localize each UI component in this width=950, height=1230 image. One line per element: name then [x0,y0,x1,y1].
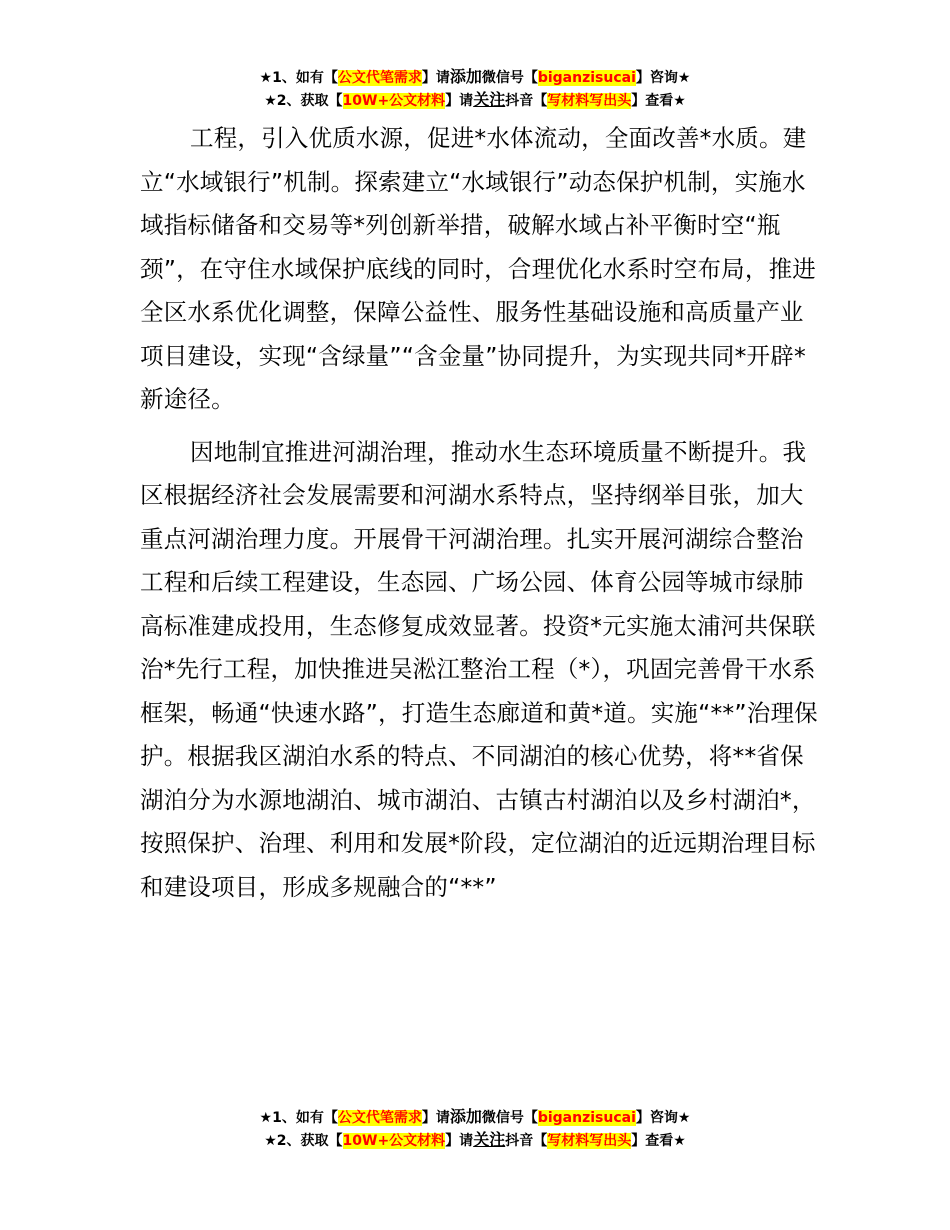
footer-highlight-douyin-id: 写材料写出头 [547,1133,632,1149]
footer-highlight-ghostwriting: 公文代笔需求 [337,1110,422,1126]
header-highlight-wechat-id: biganzisucai [537,70,636,86]
paragraph-1: 工程，引入优质水源，促进*水体流动，全面改善*水质。建立“水域银行”机制。探索建立“水域银行”动态保护机制，实施水域指标储备和交易等*列创新举措，破解水域占补平衡时空“瓶颈”，在守住水域保护底线的同时，合理优化水系时空布局，推进全区水系优化调整，保障公益性、服务性基础设施和高质量产业项目建设，实现“含绿量”“含金量”协同提升，为实现共同*开辟*新途径。 [140,124,816,413]
header-banner [0,66,950,112]
footer-line2-prefix: ★2、获取【 [264,1133,343,1149]
footer-line-1 [0,1106,950,1129]
footer-line1-suffix: 】咨询★ [635,1110,691,1126]
footer-line1-prefix: ★1、如有【 [259,1110,338,1126]
header-line2-suffix: 】查看★ [631,93,686,109]
header-line1-mid: 】请 [421,70,450,86]
header-line-1 [0,66,950,89]
footer-line2-mid: 】请 [445,1133,474,1149]
header-line1-add: 添加 [449,67,482,86]
header-line1-wechat: 微信号【 [481,70,538,86]
footer-line2-follow: 关注 [473,1130,506,1149]
header-line2-follow: 关注 [473,90,506,109]
footer-line1-wechat: 微信号【 [481,1110,538,1126]
footer-line2-suffix: 】查看★ [631,1133,686,1149]
header-line2-prefix: ★2、获取【 [264,93,343,109]
header-line1-prefix: ★1、如有【 [259,70,338,86]
header-line2-douyin: 抖音【 [505,93,548,109]
footer-line1-mid: 】请 [421,1110,450,1126]
header-highlight-materials: 10W+公文材料 [342,93,446,109]
header-highlight-douyin-id: 写材料写出头 [547,93,632,109]
footer-highlight-materials: 10W+公文材料 [342,1133,446,1149]
header-highlight-ghostwriting: 公文代笔需求 [337,70,422,86]
document-body [140,117,820,909]
header-line2-mid: 】请 [445,93,474,109]
footer-line1-add: 添加 [449,1107,482,1126]
footer-line-2 [0,1129,950,1152]
footer-highlight-wechat-id: biganzisucai [537,1110,636,1126]
footer-banner [0,1106,950,1152]
paragraph-2: 因地制宜推进河湖治理，推动水生态环境质量不断提升。我区根据经济社会发展需要和河湖水系特点，坚持纲举目张，加大重点河湖治理力度。开展骨干河湖治理。扎实开展河湖综合整治工程和后续工程建设，生态园、广场公园、体育公园等城市绿肺高标准建成投用，生态修复成效显著。投资*元实施太浦河共保联治*先行工程，加快推进吴淞江整治工程（*），巩固完善骨干水系框架，畅通“快速水路”，打造生态廊道和黄*道。实施“**”治理保护。根据我区湖泊水系的特点、不同湖泊的核心优势，将**省保湖泊分为水源地湖泊、城市湖泊、古镇古村湖泊以及乡村湖泊*，按照保护、治理、利用和发展*阶段，定位湖泊的近远期治理目标和建设项目，形成多规融合的“**” [140,437,818,901]
footer-line2-douyin: 抖音【 [505,1133,548,1149]
header-line1-suffix: 】咨询★ [635,70,691,86]
header-line-2 [0,89,950,112]
